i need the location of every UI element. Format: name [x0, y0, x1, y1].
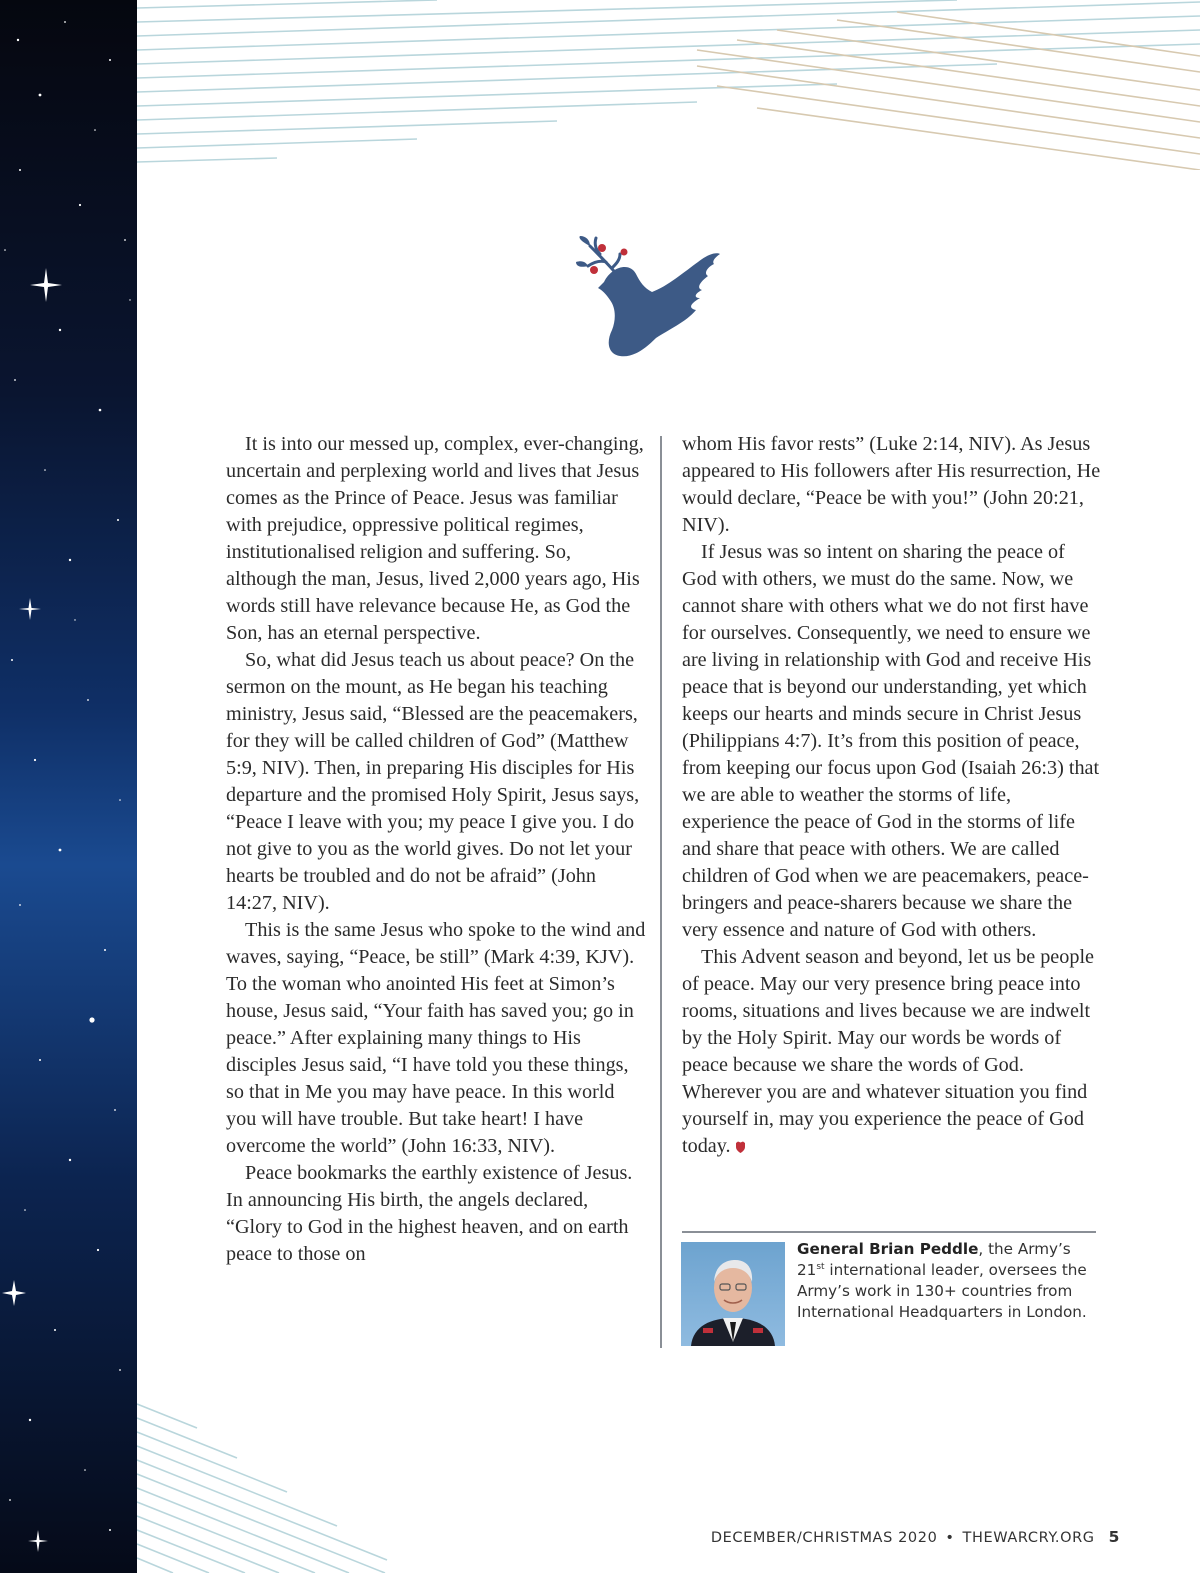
bio-ordinal-suffix: st: [816, 1262, 825, 1272]
dove-with-olive-branch-icon: [572, 232, 748, 360]
paragraph-final: [682, 944, 1102, 1160]
paragraph: So, what did Jesus teach us about peace? On the sermon on the mount, as He began his teaching ministry, Jesus said, “Blessed are the peacemakers, for they will be called children of God” (Matthew 5:9, NIV). Then, in preparing His disciples for His departure and the promised Holy Spirit, Jesus says, “Peace I leave with you; my peace I give you. I do not give to you as the world gives. Do not let your hearts be troubled and do not be afraid” (John 14:27, NIV).: [226, 649, 640, 914]
stars-graphic: [0, 0, 137, 1573]
footer-separator: •: [945, 1530, 955, 1546]
paragraph: It is into our messed up, complex, ever-changing, uncertain and perplexing world and lives that Jesus comes as the Prince of Peace. Jesus was familiar with prejudice, oppressive political regimes, institutionalised religion and suffering. So, although the man, Jesus, lived 2,000 years ago, His words still have relevance because He, as God the Son, has an eternal perspective.: [226, 433, 644, 644]
paragraph: Peace bookmarks the earthly existence of Jesus. In announcing His birth, the angels declared, “Glory to God in the highest heaven, and on earth peace to those on: [226, 1162, 633, 1265]
paragraph: If Jesus was so intent on sharing the peace of God with others, we must do the same. Now, we cannot share with others what we do not first have for ourselves. Consequently, we need to ensure we are living in relationship with God and receive His peace that is beyond our understanding, yet which keeps our hearts and minds secure in Christ Jesus (Philippians 4:7). It’s from this position of peace, from keeping our focus upon God (Isaiah 26:3) that we are able to weather the storms of life, experience the peace of God in the storms of life and share that peace with others. We are called children of God when we are peacemakers, peace-bringers and peace-sharers because we share the very essence and nature of God with others.: [682, 541, 1100, 941]
salvation-army-shield-icon: [735, 1141, 746, 1153]
paragraph-text: This Advent season and beyond, let us be people of peace. May our very presence bring peace into rooms, situations and lives because we are indwelt by the Holy Spirit. May our words be words of peace because we share the words of God. Wherever you are and whatever situation you find yourself in, may you experience the peace of God today.: [682, 946, 1095, 1157]
starfield-strip: [0, 0, 137, 1573]
website-label: THEWARCRY.ORG: [962, 1530, 1095, 1546]
top-stripes-decoration: [137, 0, 1200, 170]
bottom-stripes-decoration: [137, 1400, 437, 1573]
bio-text-part: , the Army’s 21: [797, 1240, 1071, 1279]
author-name: General Brian Peddle: [797, 1240, 979, 1258]
column-divider: [660, 436, 662, 1348]
article-column-right: [682, 431, 1102, 1160]
bio-text-part: international leader, oversees the Army’s work in 130+ countries from International Headquarters in London.: [797, 1261, 1087, 1321]
author-bio: [797, 1239, 1097, 1323]
page-number: 5: [1108, 1528, 1120, 1546]
bio-divider: [682, 1231, 1096, 1233]
page-footer: [711, 1528, 1120, 1546]
portrait-graphic: [681, 1242, 785, 1346]
article-column-left: [226, 431, 646, 1268]
paragraph: This is the same Jesus who spoke to the wind and waves, saying, “Peace, be still” (Mark 4:39, KJV). To the woman who anointed His feet at Simon’s house, Jesus said, “Your faith has saved you; go in peace.” After explaining many things to His disciples Jesus said, “I have told you these things, so that in Me you may have peace. In this world you will have trouble. But take heart! I have overcome the world” (John 16:33, NIV).: [226, 919, 646, 1157]
paragraph: whom His favor rests” (Luke 2:14, NIV). As Jesus appeared to His followers after His resurrection, He would declare, “Peace be with you!” (John 20:21, NIV).: [682, 433, 1101, 536]
author-photo: [681, 1242, 785, 1346]
issue-label: DECEMBER/CHRISTMAS 2020: [710, 1530, 938, 1546]
